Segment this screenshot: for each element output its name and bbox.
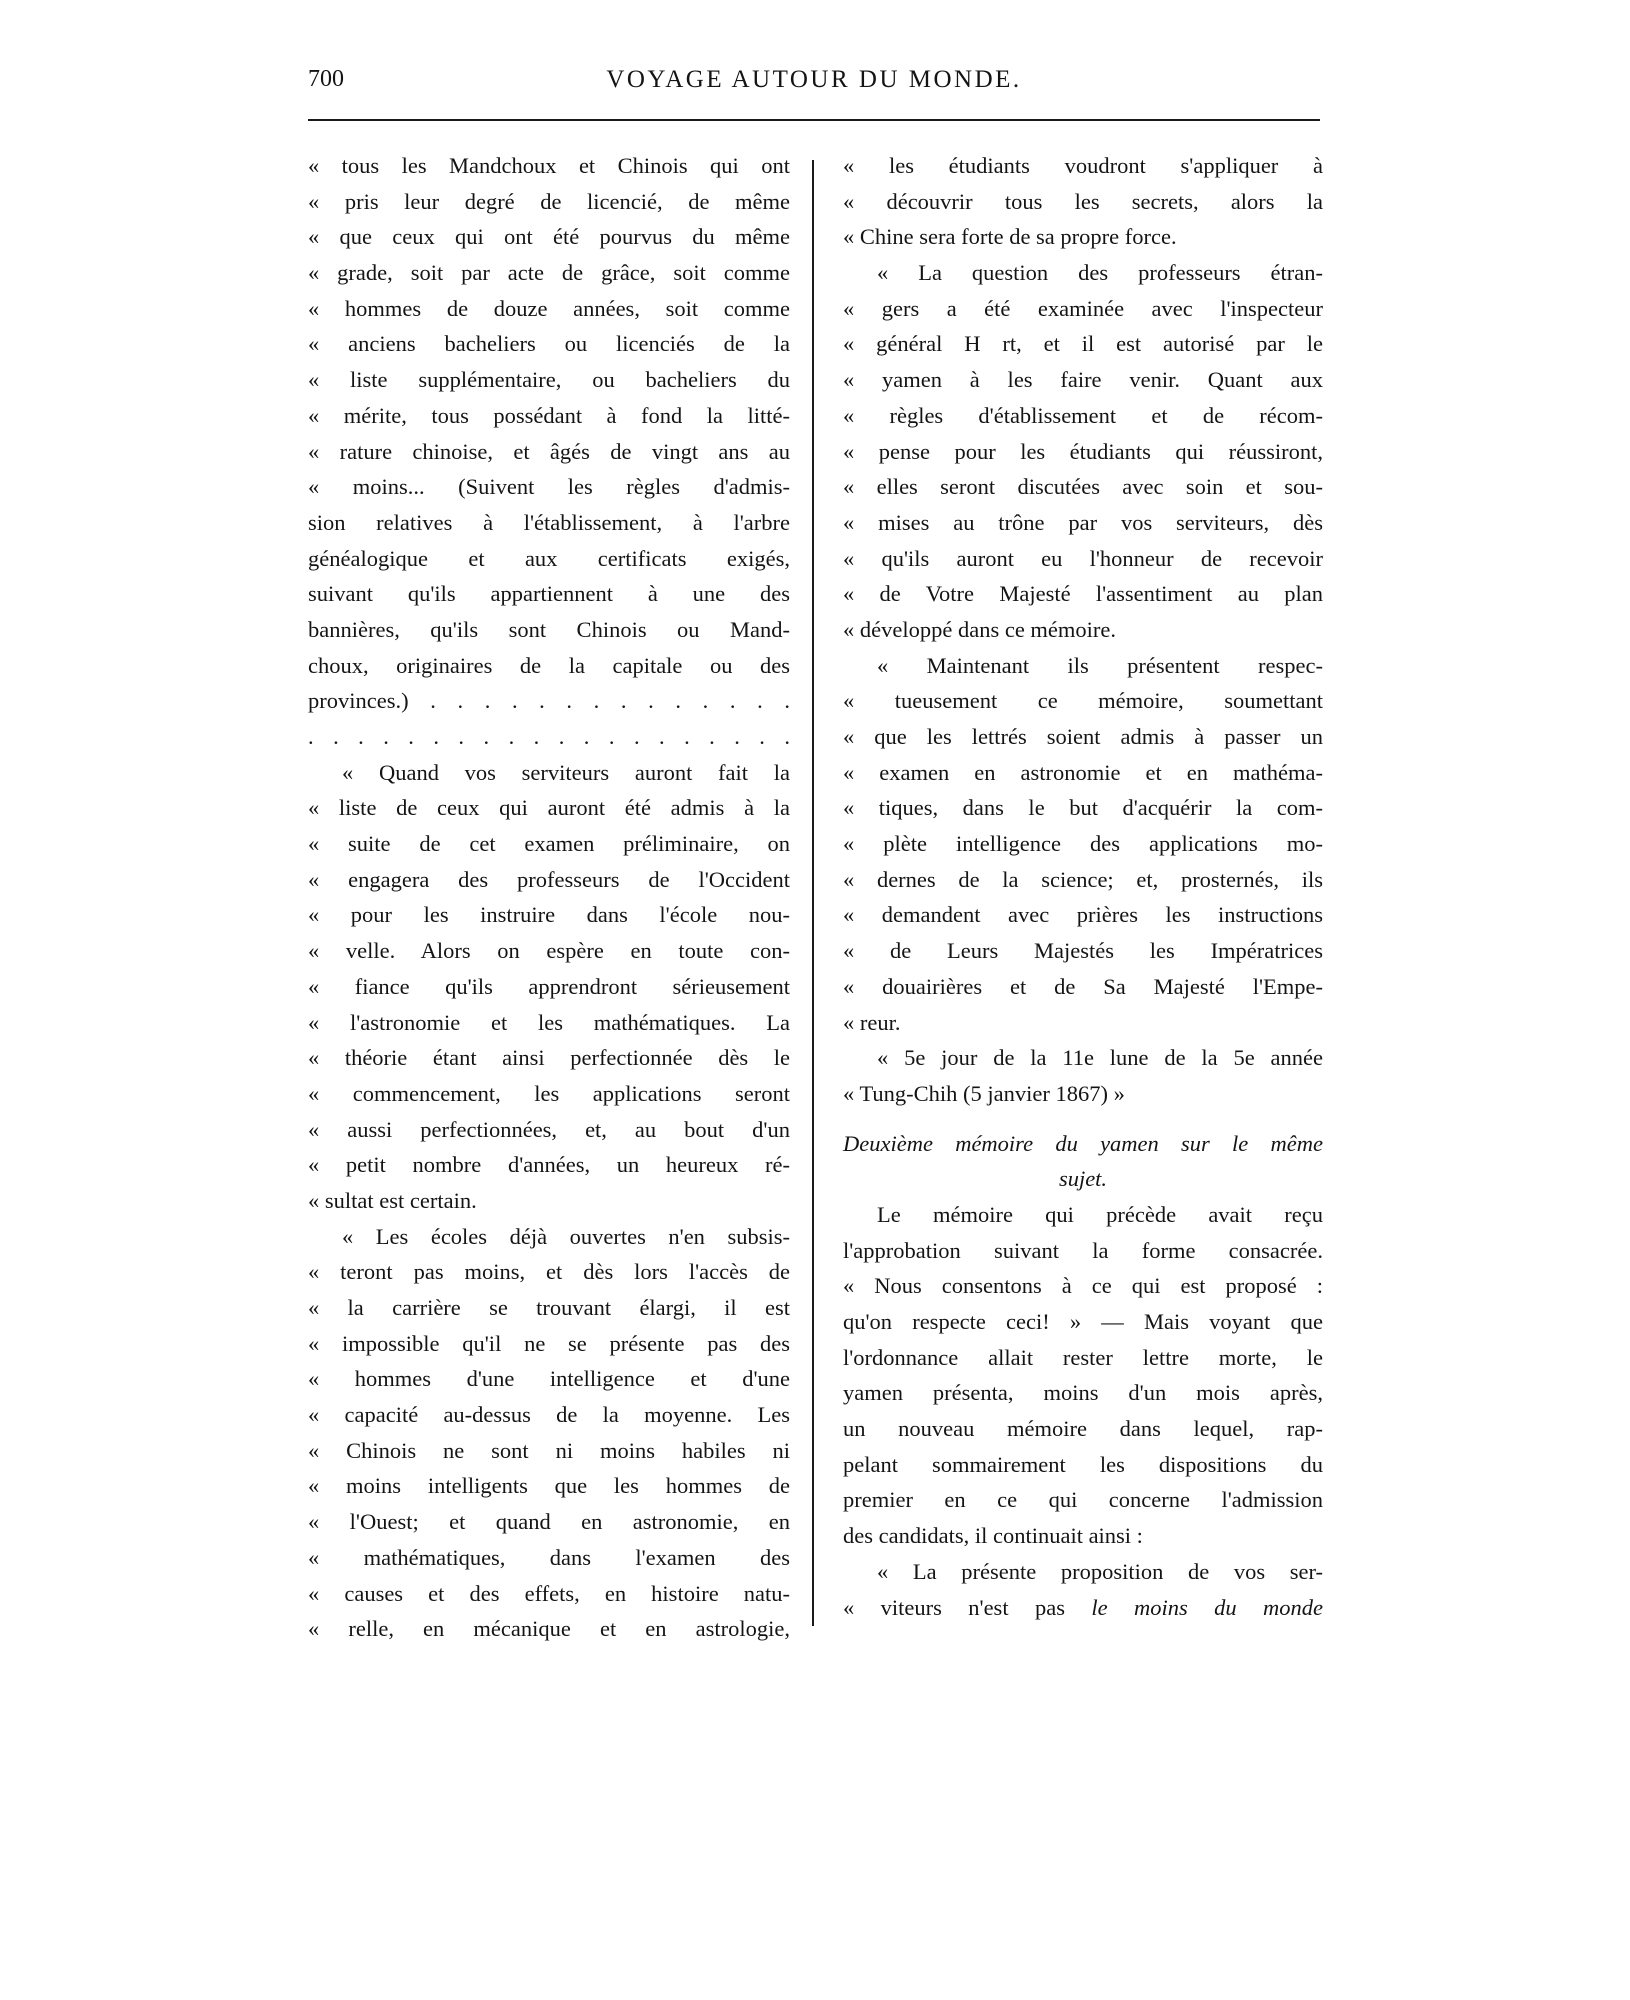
left-column [308,148,790,1647]
text-line: choux, originaires de la capitale ou des [308,652,790,678]
text-line: « plète intelligence des applications mo- [843,831,1323,857]
text-line: « anciens bacheliers ou licenciés de la [308,331,790,357]
text-line: « impossible qu'il ne se présente pas des [308,1330,790,1356]
section-heading: Deuxième mémoire du yamen sur le même [843,1130,1323,1156]
text-line: « qu'ils auront eu l'honneur de recevoir [843,545,1323,571]
text-line: « suite de cet examen préliminaire, on [308,831,790,857]
text-line: un nouveau mémoire dans lequel, rap- [843,1416,1323,1442]
section-heading: sujet. [1058,1166,1108,1192]
text-line: bannières, qu'ils sont Chinois ou Mand- [308,616,790,642]
paragraph-end: des candidats, il continuait ainsi : [843,1523,1143,1549]
text-line: « mérite, tous possédant à fond la litté- [308,402,790,428]
text-line: « Nous consentons à ce qui est proposé : [843,1273,1323,1299]
text-italic: le moins du monde [1091,1594,1323,1620]
text-line: « velle. Alors on espère en toute con- [308,938,790,964]
text-line: « tous les Mandchoux et Chinois qui ont [308,153,790,178]
page-number: 700 [308,66,344,92]
text-line: « règles d'établissement et de récom- [843,402,1323,428]
text-line: « grade, soit par acte de grâce, soit comme [308,260,790,286]
text-line: « que ceux qui ont été pourvus du même [308,224,790,250]
paragraph-end: « reur. [843,1009,901,1035]
paragraph-end: « Chine sera forte de sa propre force. [843,224,1177,250]
text-line: « petit nombre d'années, un heureux ré- [308,1152,790,1178]
text-line: « l'Ouest; et quand en astronomie, en [308,1509,790,1535]
date-line: « 5e jour de la 11e lune de la 5e année [877,1045,1323,1071]
text-line: yamen présenta, moins d'un mois après, [843,1380,1323,1406]
text-line: « hommes de douze années, soit comme [308,295,790,321]
text-line: « engagera des professeurs de l'Occident [308,866,790,892]
text-roman: « viteurs n'est pas [843,1594,1092,1620]
text-line: généalogique et aux certificats exigés, [308,545,790,571]
running-head [308,60,1320,100]
text-line: « théorie étant ainsi perfectionnée dès le [308,1045,790,1071]
text-line: « fiance qu'ils apprendront sérieusement [308,973,790,999]
text-line: « mises au trône par vos serviteurs, dès [843,509,1323,535]
text-line: « que les lettrés soient admis à passer un [843,724,1323,749]
text-line: « moins intelligents que les hommes de [308,1473,790,1499]
column-divider [812,160,814,1626]
running-title: VOYAGE AUTOUR DU MONDE. [606,66,1022,93]
text-line: « la carrière se trouvant élargi, il est [308,1295,790,1320]
paragraph-end: « développé dans ce mémoire. [843,616,1117,642]
text-line: « tiques, dans le but d'acquérir la com- [843,795,1323,821]
text-line: « demandent avec prières les instructions [843,902,1323,928]
text-line: l'ordonnance allait rester lettre morte, le [843,1344,1323,1370]
ellipsis-line: . . . . . . . . . . . . . . . . . . . . [308,724,790,749]
text-line: pelant sommairement les dispositions du [843,1451,1323,1477]
text-line: « liste de ceux qui auront été admis à la [308,795,790,821]
text-line: « découvrir tous les secrets, alors la [843,188,1323,214]
text-line: « rature chinoise, et âgés de vingt ans au [308,438,790,464]
text-line: « examen en astronomie et en mathéma- [843,759,1323,785]
text-line: sion relatives à l'établissement, à l'arbre [308,509,790,535]
text-line: « capacité au-dessus de la moyenne. Les [308,1402,790,1428]
text-line: « de Votre Majesté l'assentiment au plan [843,581,1323,607]
text-line: « pour les instruire dans l'école nou- [308,902,790,928]
paragraph-start: « Quand vos serviteurs auront fait la [342,759,790,785]
text-line: « moins... (Suivent les règles d'admis- [308,474,790,500]
right-column [843,148,1323,1625]
paragraph-start: « La présente proposition de vos ser- [877,1558,1323,1584]
text-line: « les étudiants voudront s'appliquer à [843,153,1323,178]
text-line: premier en ce qui concerne l'admission [843,1487,1323,1513]
text-line: « pense pour les étudiants qui réussiront, [843,438,1323,464]
paragraph-end: « sultat est certain. [308,1187,477,1213]
text-line: « de Leurs Majestés les Impératrices [843,938,1323,964]
text-line: l'approbation suivant la forme consacrée. [843,1237,1323,1263]
text-line: « aussi perfectionnées, et, au bout d'un [308,1116,790,1142]
paragraph-start: « La question des professeurs étran- [877,260,1323,286]
text-line: « douairières et de Sa Majesté l'Empe- [843,973,1323,999]
text-line: « dernes de la science; et, prosternés, ils [843,866,1323,892]
paragraph-start: « Maintenant ils présentent respec- [877,652,1323,678]
text-line: « général H rt, et il est autorisé par le [843,331,1323,357]
text-line: « causes et des effets, en histoire natu- [308,1580,790,1606]
text-line: suivant qu'ils appartiennent à une des [308,581,790,607]
text-line: « liste supplémentaire, ou bacheliers du [308,367,790,393]
text-line: « teront pas moins, et dès lors l'accès de [308,1259,790,1285]
text-line: qu'on respecte ceci! » — Mais voyant que [843,1309,1323,1334]
text-line: « l'astronomie et les mathématiques. La [308,1009,790,1035]
text-line: « commencement, les applications seront [308,1080,790,1106]
text-line: « tueusement ce mémoire, soumettant [843,688,1323,714]
paragraph-start: Le mémoire qui précède avait reçu [877,1201,1323,1227]
text-line [843,1590,1323,1626]
text-line: « gers a été examinée avec l'inspecteur [843,295,1323,321]
text-line: « elles seront discutées avec soin et sou- [843,474,1323,500]
header-rule [308,119,1320,121]
text-line: « pris leur degré de licencié, de même [308,188,790,214]
text-line: « relle, en mécanique et en astrologie, [308,1616,790,1642]
date-line: « Tung-Chih (5 janvier 1867) » [843,1080,1125,1106]
text-line: « hommes d'une intelligence et d'une [308,1366,790,1392]
text-line: « Chinois ne sont ni moins habiles ni [308,1437,790,1463]
paragraph-start: « Les écoles déjà ouvertes n'en subsis- [342,1223,790,1249]
text-line: « mathématiques, dans l'examen des [308,1544,790,1570]
text-line: « yamen à les faire venir. Quant aux [843,367,1323,393]
ellipsis-line: provinces.) . . . . . . . . . . . . . . [308,688,790,714]
spacer [843,1112,1323,1126]
